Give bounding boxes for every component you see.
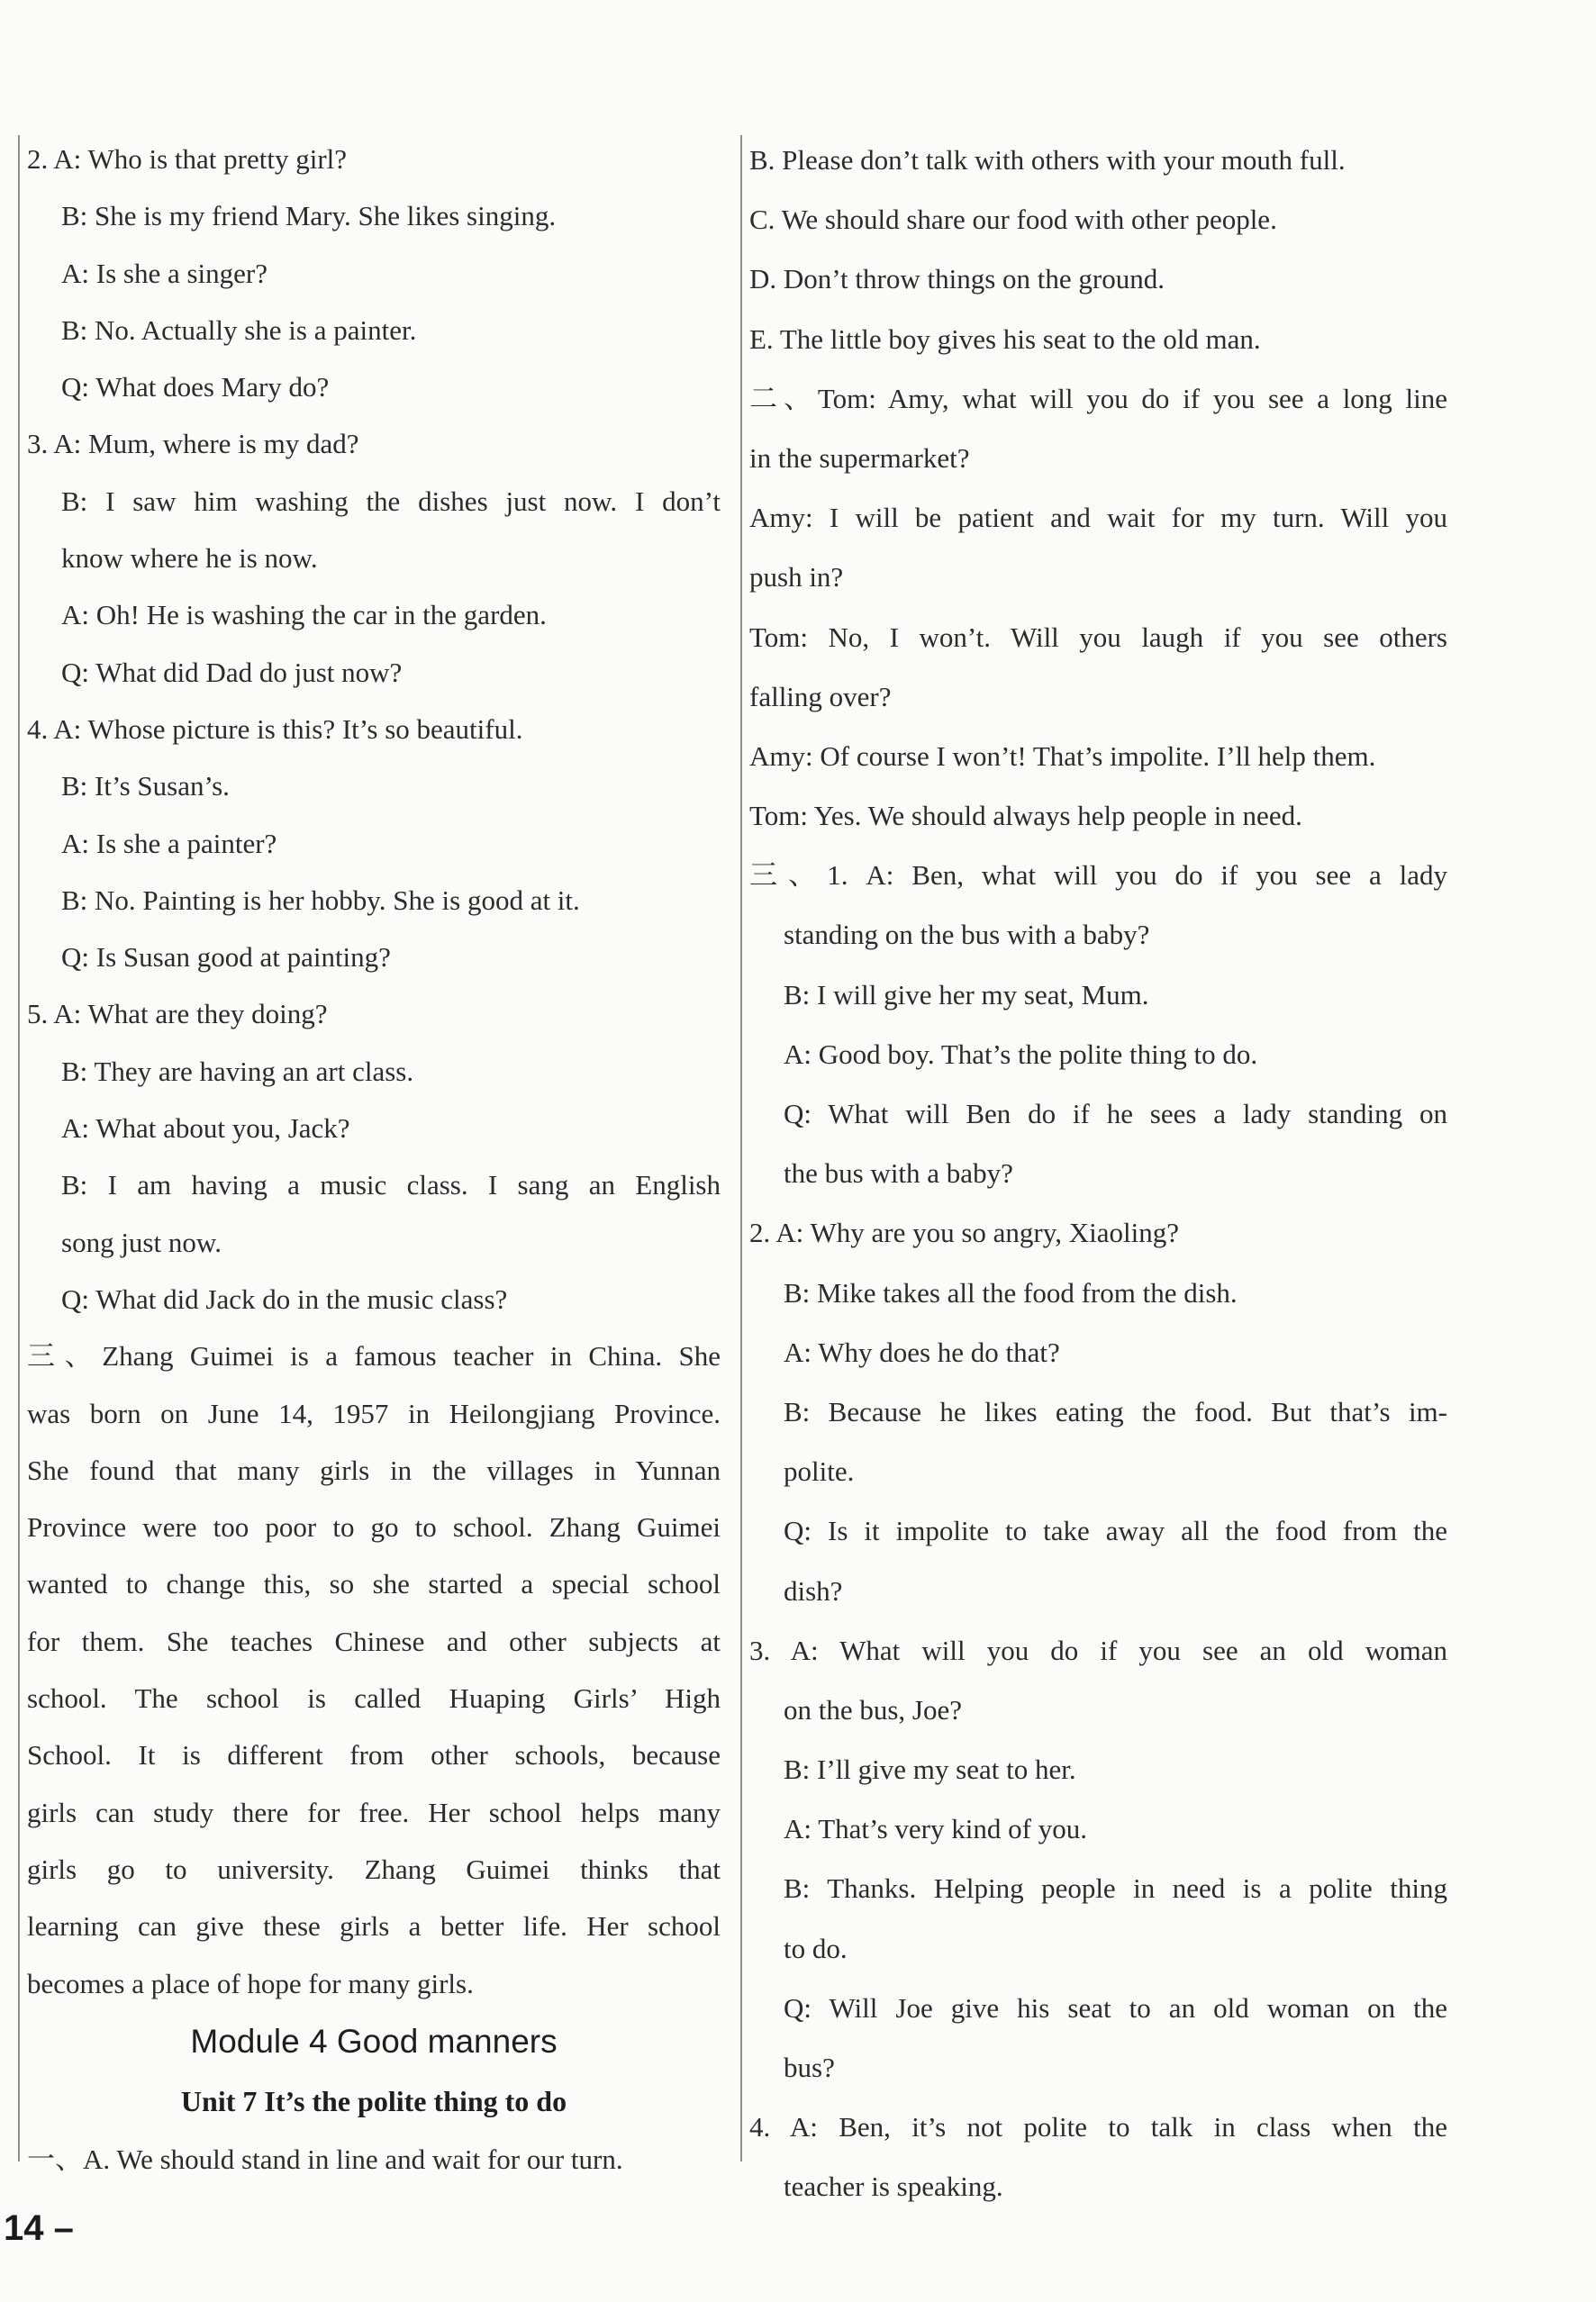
text-line: 二、Tom: Amy, what will you do if you see a long line	[749, 382, 1447, 414]
text-line: dish?	[784, 1574, 843, 1607]
text-line: 3. A: Mum, where is my dad?	[27, 428, 359, 460]
column-divider	[740, 135, 742, 2162]
text-line: 2. A: Who is that pretty girl?	[27, 143, 348, 175]
text-line: Province were too poor to go to school. Zhang Guimei	[27, 1511, 721, 1544]
text-line: B: No. Actually she is a painter.	[61, 313, 417, 346]
module-title: Module 4 Good manners	[190, 2022, 558, 2060]
text-line: 3. A: What will you do if you see an old woman	[749, 1634, 1447, 1666]
text-line: falling over?	[749, 680, 892, 712]
text-line: for them. She teaches Chinese and other subjects at	[27, 1625, 721, 1657]
text-line: B. Please don’t talk with others with your mouth full.	[749, 144, 1346, 176]
text-line: to do.	[784, 1932, 848, 1964]
text-line: learning can give these girls a better life. Her school	[27, 1910, 721, 1943]
text-line: 三、Zhang Guimei is a famous teacher in China. She	[27, 1340, 721, 1373]
text-line: B: Mike takes all the food from the dish.	[784, 1276, 1238, 1309]
text-line: 2. A: Why are you so angry, Xiaoling?	[749, 1217, 1179, 1249]
text-line: B: I saw him washing the dishes just now. I don’t	[61, 485, 721, 517]
text-line: School. It is different from other schools, because	[27, 1739, 721, 1772]
text-line: A: Is she a singer?	[61, 257, 268, 289]
right-column-lines	[749, 131, 1447, 2217]
text-line: B: I will give her my seat, Mum.	[784, 978, 1149, 1011]
text-line: know where he is now.	[61, 542, 318, 575]
text-line: A: Why does he do that?	[784, 1336, 1060, 1368]
unit-title: Unit 7 It’s the polite thing to do	[180, 2084, 567, 2117]
text-line: Q: Is Susan good at painting?	[61, 941, 391, 974]
text-line: Tom: No, I won’t. Will you laugh if you see others	[749, 621, 1447, 653]
text-line: Q: Will Joe give his seat to an old woman on the	[784, 1991, 1447, 2024]
text-line: in the supermarket?	[749, 441, 970, 474]
text-line: on the bus, Joe?	[784, 1693, 963, 1726]
text-line: B: She is my friend Mary. She likes singing.	[61, 200, 557, 232]
text-line: B: Because he likes eating the food. But that’s im-	[784, 1395, 1447, 1427]
text-line: Q: Is it impolite to take away all the food from the	[784, 1515, 1447, 1547]
text-line: 三、1. A: Ben, what will you do if you see a lady	[749, 859, 1447, 892]
page-number: 14 –	[4, 2208, 74, 2248]
text-line: bus?	[784, 2052, 835, 2083]
text-line: becomes a place of hope for many girls.	[27, 1967, 474, 1999]
text-line: Q: What did Jack do in the music class?	[61, 1282, 508, 1315]
text-line: E. The little boy gives his seat to the old man.	[749, 322, 1261, 355]
text-line: teacher is speaking.	[784, 2171, 1003, 2203]
text-line: A: Good boy. That’s the polite thing to do.	[784, 1038, 1258, 1070]
left-column-lines	[27, 131, 721, 2012]
text-line: wanted to change this, so she started a special school	[27, 1568, 721, 1600]
text-line: C. We should share our food with other people.	[749, 204, 1277, 236]
left-column	[27, 131, 721, 2188]
text-line: Amy: Of course I won’t! That’s impolite. I’ll help them.	[749, 739, 1376, 772]
text-line: B: No. Painting is her hobby. She is good at it.	[61, 884, 580, 916]
text-line: song just now.	[61, 1226, 222, 1258]
text-line: B: I’ll give my seat to her.	[784, 1754, 1076, 1786]
text-line: B: They are having an art class.	[61, 1055, 414, 1087]
text-line: D. Don’t throw things on the ground.	[749, 263, 1165, 295]
text-line: Amy: I will be patient and wait for my turn. Will you	[749, 502, 1447, 534]
text-line: B: Thanks. Helping people in need is a polite thing	[784, 1872, 1447, 1905]
text-line: 4. A: Whose picture is this? It’s so beautiful.	[27, 712, 523, 745]
text-line: was born on June 14, 1957 in Heilongjiang Province.	[27, 1397, 721, 1429]
text-line: Q: What does Mary do?	[61, 371, 330, 403]
text-line: school. The school is called Huaping Girls’ High	[27, 1682, 721, 1715]
answer-line: 一、A. We should stand in line and wait for our turn.	[27, 2143, 623, 2175]
text-line: polite.	[784, 1455, 855, 1488]
text-line: 5. A: What are they doing?	[27, 998, 328, 1030]
text-line: She found that many girls in the villages in Yunnan	[27, 1454, 721, 1486]
text-line: A: That’s very kind of you.	[784, 1813, 1087, 1845]
text-line: standing on the bus with a baby?	[784, 919, 1150, 951]
text-line: A: Oh! He is washing the car in the garden.	[61, 599, 547, 631]
text-line: the bus with a baby?	[784, 1157, 1013, 1190]
left-margin-rule	[18, 135, 20, 2162]
text-line: A: Is she a painter?	[61, 827, 277, 859]
text-line: Tom: Yes. We should always help people in need.	[749, 800, 1302, 832]
text-line: B: It’s Susan’s.	[61, 770, 230, 802]
right-column	[749, 131, 1447, 2217]
text-line: Q: What will Ben do if he sees a lady standing on	[784, 1098, 1447, 1129]
text-line: B: I am having a music class. I sang an English	[61, 1169, 721, 1201]
text-line: A: What about you, Jack?	[61, 1112, 350, 1145]
text-line: girls go to university. Zhang Guimei thinks that	[27, 1853, 721, 1885]
text-line: girls can study there for free. Her school helps many	[27, 1796, 721, 1828]
text-line: push in?	[749, 561, 844, 594]
text-line: 4. A: Ben, it’s not polite to talk in class when the	[749, 2111, 1447, 2143]
text-line: Q: What did Dad do just now?	[61, 656, 403, 688]
